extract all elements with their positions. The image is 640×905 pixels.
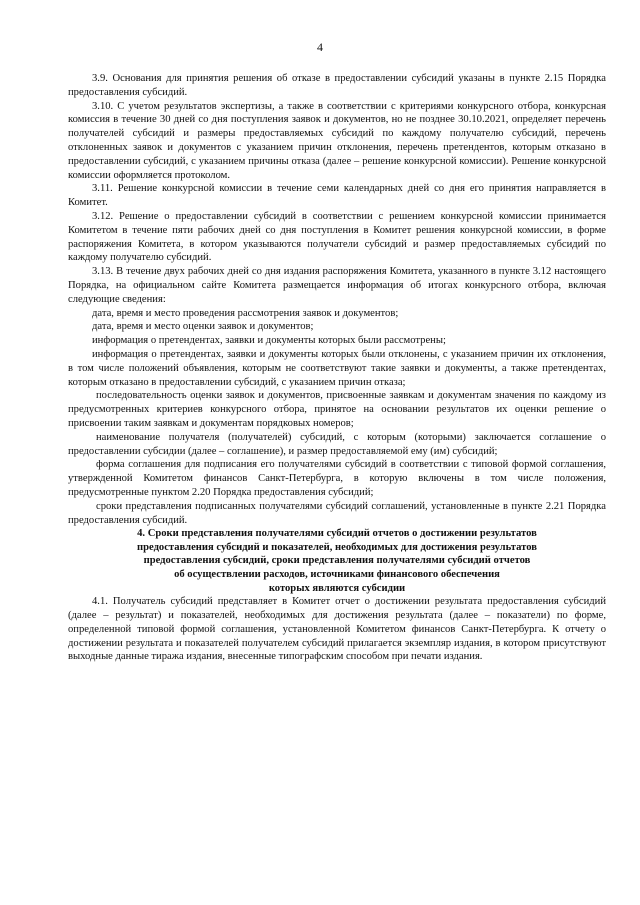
paragraph-3-13: 3.13. В течение двух рабочих дней со дня издания распоряжения Комитета, указанного в пункте 3.12 настоящего Порядка, на официальном сайте Комитета размещается информация об итогах конкурсного отбора, включая следующие сведения: <box>68 266 606 305</box>
list-item-agreement-form: форма соглашения для подписания его получателями субсидий в соответствии с типовой формой соглашения, утвержденной Комитетом финансов Санкт-Петербурга, в которую включены в том числе положения, предусмотренные пунктом 2.20 Порядка предоставления субсидий; <box>68 459 606 498</box>
section-heading-line: об осуществлении расходов, источниками финансового обеспечения <box>174 569 500 581</box>
section-heading-line: 4. Сроки представления получателями субсидий отчетов о достижении результатов <box>137 528 537 540</box>
section-heading <box>68 527 606 595</box>
paragraph-3-9: 3.9. Основания для принятия решения об отказе в предоставлении субсидий указаны в пункте 2.15 Порядка предоставления субсидий. <box>68 73 606 98</box>
section-heading-line: предоставления субсидий и показателей, необходимых для достижения результатов <box>137 541 537 553</box>
paragraph-3-11: 3.11. Решение конкурсной комиссии в течение семи календарных дней со дня его принятия направляется в Комитет. <box>68 183 606 209</box>
document-body <box>68 72 606 664</box>
page-number: 4 <box>317 40 323 54</box>
list-item-rejected-applicants: информация о претендентах, заявки и документы которых были отклонены, с указанием причин их отклонения, в том числе положений объявления, которым не соответствуют такие заявки и документы, а также претендентах, которым отказано в предоставлении субсидий, с указанием причин отказа; <box>68 348 606 388</box>
section-heading-line: которых являются субсидии <box>268 582 406 594</box>
list-item-evaluation-order: последовательность оценки заявок и документов, присвоенные заявкам и документам значения по каждому из предусмотренных критериев конкурсного отбора, принятое на основании результатов их оценки решение о присвоении таким заявкам и документам порядковых номеров; <box>68 390 606 429</box>
list-item-recipient-name: наименование получателя (получателей) субсидий, с которым (которыми) заключается соглашение о предоставлении субсидии (далее – соглашение), и размер предоставляемой ему (им) субсидий; <box>68 431 606 457</box>
list-item-review-date: дата, время и место проведения рассмотрения заявок и документов; <box>92 307 399 319</box>
paragraph-3-10: 3.10. С учетом результатов экспертизы, а также в соответствии с критериями конкурсного отбора, конкурсная комиссия в течение 30 дней со дня поступления заявок и документов, но не позднее 30.10.2021, определяет перечень получателей субсидий и размеры предоставляемых субсидий по каждому получателю субсидий, перечень отклоненных заявок и документов с указанием причин отклонения, перечень претендентов, которым отказано в предоставлении субсидий, с указанием причины отказа (далее – решение конкурсной комиссии). Решение конкурсной комиссии оформляется протоколом. <box>68 100 606 181</box>
paragraph-4-1: 4.1. Получатель субсидий представляет в Комитет отчет о достижении результата предоставления субсидий (далее – результат) и показателей, необходимых для достижения результата (далее – показатели) по форме, определенной типовой формой соглашения, установленной Комитетом финансов Санкт-Петербурга. К отчету о достижении результата и показателей получателем субсидий прилагается экземпляр издания, в котором присутствуют выходные данные тиража издания, внесенные типографским способом при печати издания. <box>68 596 606 663</box>
paragraph-3-12: 3.12. Решение о предоставлении субсидий в соответствии с решением конкурсной комиссии принимается Комитетом в течение пяти рабочих дней со дня поступления в Комитет решения конкурсной комиссии, в форме распоряжения Комитета, в котором указываются получатели субсидий и размер предоставляемых субсидий по каждому получателю субсидий. <box>68 210 606 264</box>
section-heading-line: предоставления субсидий, сроки представления получателями субсидий отчетов <box>143 555 531 567</box>
list-item-reviewed-applicants: информация о претендентах, заявки и документы которых были рассмотрены; <box>92 335 446 347</box>
list-item-evaluation-date: дата, время и место оценки заявок и документов; <box>92 321 314 333</box>
list-item-agreement-deadlines: сроки представления подписанных получателями субсидий соглашений, установленные в пункте 2.21 Порядка предоставления субсидий. <box>68 500 606 526</box>
